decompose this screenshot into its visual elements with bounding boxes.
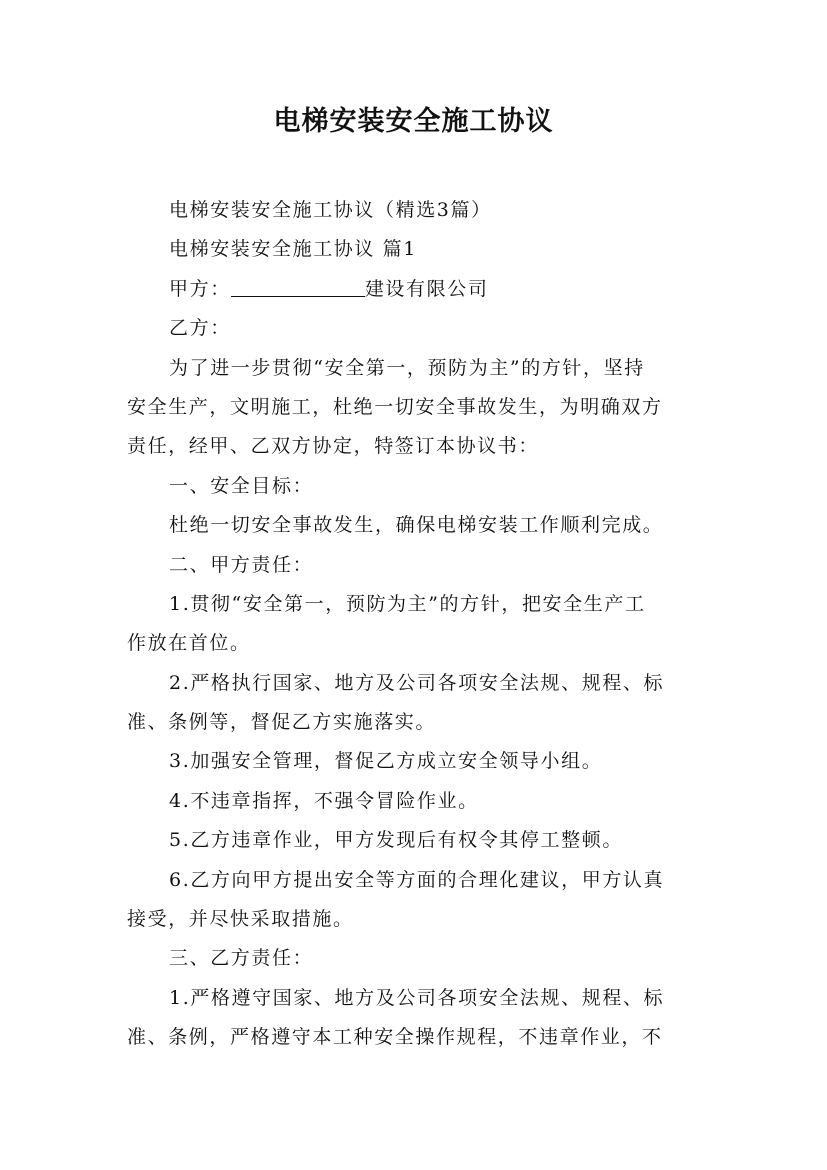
section-heading: 电梯安装安全施工协议 篇1: [169, 238, 417, 261]
document-body: [127, 191, 717, 1058]
party-a-blank: [231, 276, 365, 297]
section-heading: 二、甲方责任：: [169, 553, 314, 576]
section-heading: 一、安全目标：: [169, 474, 314, 497]
party-a-company: 建设有限公司: [364, 277, 489, 300]
paragraph-line: 安全生产，文明施工，杜绝一切安全事故发生，为明确双方: [127, 395, 663, 418]
list-item: 准、条例等，督促乙方实施落实。: [127, 711, 437, 734]
list-item: 6.乙方向甲方提出安全等方面的合理化建议，甲方认真: [169, 868, 665, 891]
paragraph-line: 为了进一步贯彻“安全第一，预防为主”的方针，坚持: [169, 356, 645, 379]
list-item: 5.乙方违章作业，甲方发现后有权令其停工整顿。: [169, 829, 623, 852]
list-item: 4.不违章指挥，不强令冒险作业。: [169, 789, 479, 812]
paragraph-line: 杜绝一切安全事故发生，确保电梯安装工作顺利完成。: [169, 514, 664, 537]
list-item: 2.严格执行国家、地方及公司各项安全法规、规程、标: [169, 671, 665, 694]
party-a-label: 甲方：: [169, 277, 231, 300]
list-item: 作放在首位。: [127, 632, 251, 655]
party-b-line: 乙方：: [169, 317, 231, 340]
list-item: 接受，并尽快采取措施。: [127, 908, 354, 931]
list-item: 3.加强安全管理，督促乙方成立安全领导小组。: [169, 750, 603, 773]
list-item: 准、条例，严格遵守本工种安全操作规程，不违章作业，不: [127, 1026, 663, 1049]
party-a-line: [127, 270, 717, 309]
section-heading: 三、乙方责任：: [169, 947, 314, 970]
paragraph-line: 责任，经甲、乙双方协定，特签订本协议书：: [127, 435, 540, 458]
list-item: 1.贯彻“安全第一，预防为主”的方针，把安全生产工: [169, 592, 646, 615]
document-title: 电梯安装安全施工协议: [273, 106, 554, 137]
list-item: 1.严格遵守国家、地方及公司各项安全法规、规程、标: [169, 986, 665, 1009]
subtitle-line: 电梯安装安全施工协议（精选3篇）: [169, 199, 492, 221]
